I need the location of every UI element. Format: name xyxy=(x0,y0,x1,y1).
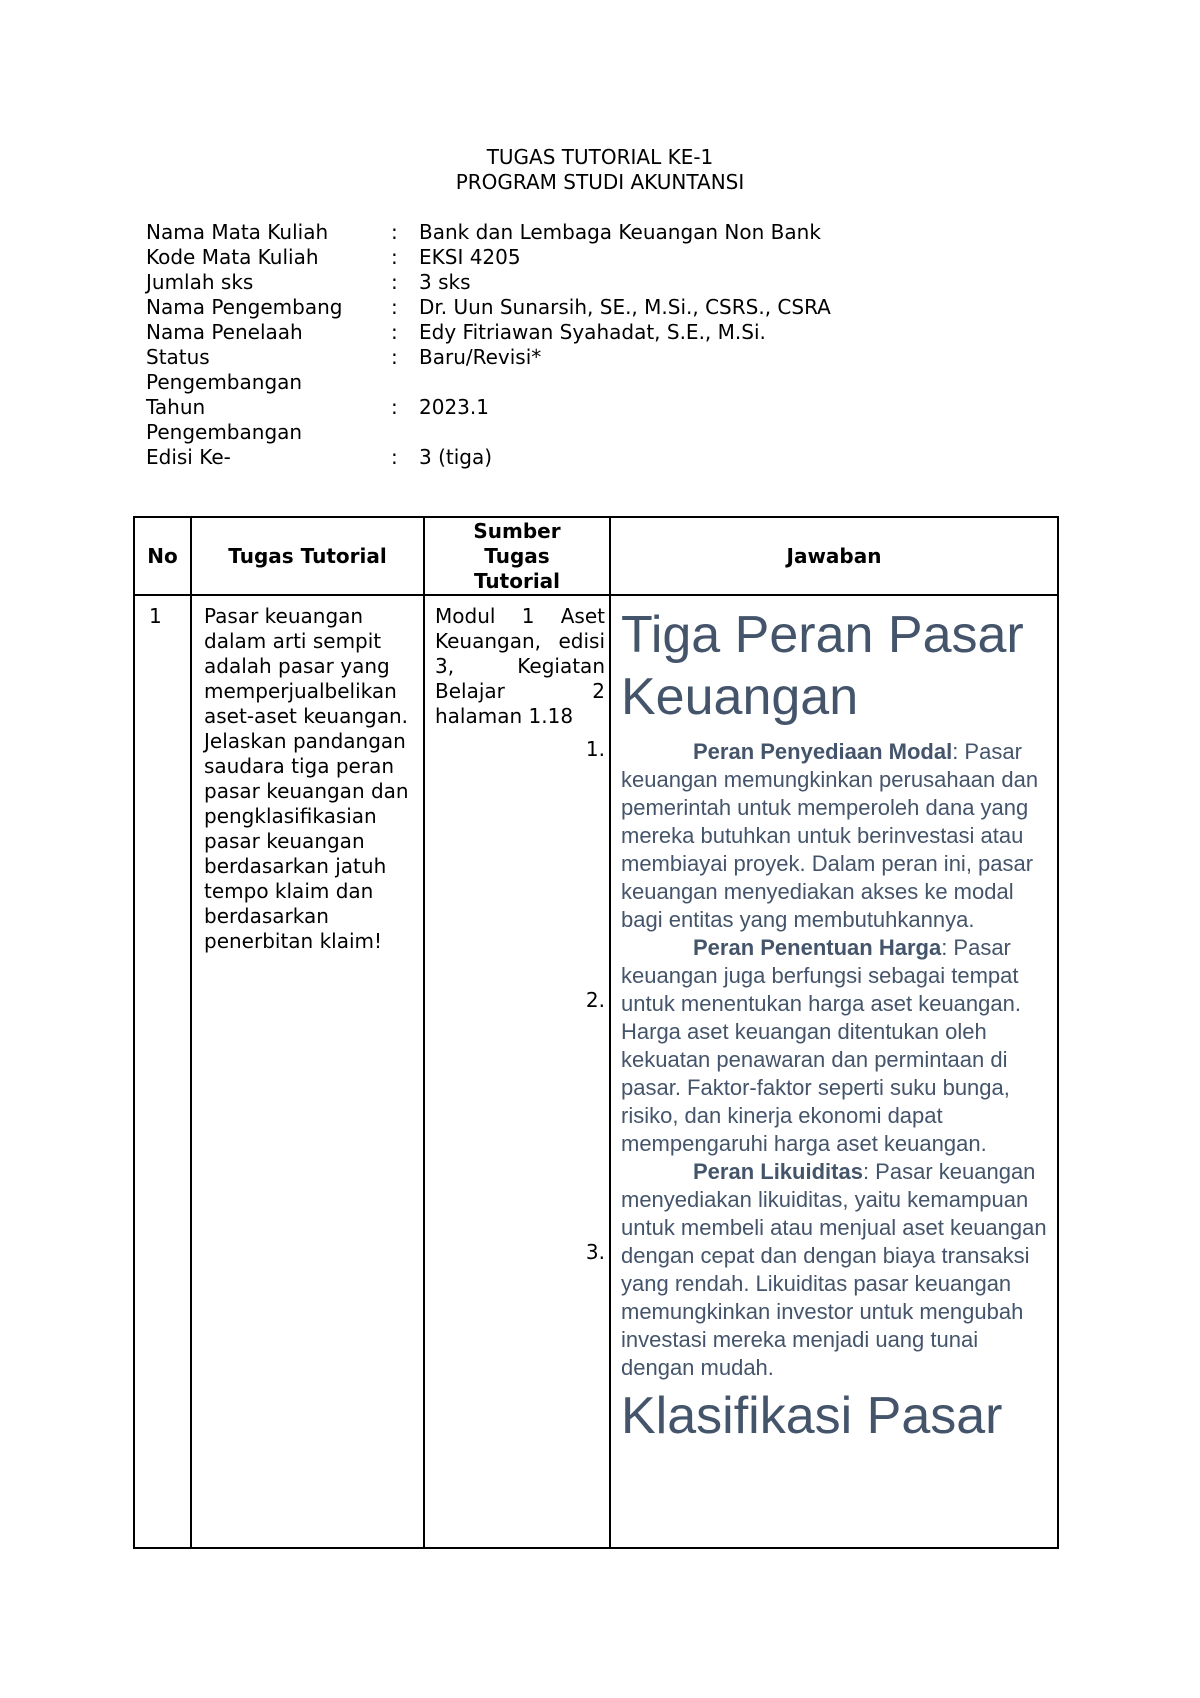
answer-item xyxy=(621,738,1049,934)
info-colon: : xyxy=(391,395,398,419)
answer-item-lead: Peran Penyediaan Modal xyxy=(693,739,953,764)
sumber-text: Modul 1 Aset Keuangan, edisi 3, Kegiatan Belajar 2 halaman 1.18 xyxy=(435,604,605,728)
info-label xyxy=(146,345,391,395)
doc-title: TUGAS TUTORIAL KE-1 xyxy=(486,145,714,169)
answer-item-text: : Pasar keuangan menyediakan likuiditas, yaitu kemampuan untuk membeli atau menjual aset keuangan dengan cepat dan dengan biaya transaksi yang rendah. Likuiditas pasar keuangan memungkinkan investor untuk mengubah investasi mereka menjadi uang tunai dengan mudah. xyxy=(621,1159,1047,1380)
info-colon: : xyxy=(391,220,398,244)
info-label: Kode Mata Kuliah xyxy=(146,245,319,269)
info-label: Nama Penelaah xyxy=(146,320,303,344)
info-value: Dr. Uun Sunarsih, SE., M.Si., CSRS., CSRA xyxy=(419,295,831,319)
answer-heading: Klasifikasi Pasar xyxy=(621,1387,1003,1445)
answer-item xyxy=(621,1158,1049,1382)
info-value: 3 (tiga) xyxy=(419,445,493,469)
header-sumber xyxy=(424,517,610,595)
list-number: 3. xyxy=(585,1240,605,1264)
cell-sumber xyxy=(424,595,610,1548)
info-label xyxy=(146,395,391,445)
info-value: Edy Fitriawan Syahadat, S.E., M.Si. xyxy=(419,320,766,344)
info-row xyxy=(146,445,831,470)
cell-tugas: Pasar keuangan dalam arti sempit adalah pasar yang memperjualbelikan aset-aset keuangan. Jelaskan pandangan saudara tiga peran pasar keuangan dan pengklasifikasian pasar keuangan berdasarkan jatuh tempo klaim dan berdasarkan penerbitan klaim! xyxy=(191,595,424,1548)
info-colon: : xyxy=(391,295,398,319)
header-sumber-line: Tutorial xyxy=(473,568,561,593)
info-row xyxy=(146,320,831,345)
info-value: Baru/Revisi* xyxy=(419,345,542,369)
answer-item-lead: Peran Likuiditas xyxy=(693,1159,863,1184)
info-row xyxy=(146,295,831,320)
header-no: No xyxy=(134,517,191,595)
info-row xyxy=(146,245,831,270)
answer-heading: Tiga Peran Pasar Keuangan xyxy=(621,606,1024,726)
info-colon: : xyxy=(391,270,398,294)
header-sumber-line: Sumber xyxy=(473,518,561,543)
info-label-line: Tahun xyxy=(146,395,206,419)
cell-no: 1 xyxy=(134,595,191,1548)
list-number: 1. xyxy=(585,737,605,761)
info-row xyxy=(146,220,831,245)
header-sumber-line: Tugas xyxy=(484,543,550,568)
course-info xyxy=(146,220,831,470)
table-header-row xyxy=(134,517,1058,595)
info-label: Nama Pengembang xyxy=(146,295,343,319)
answer-item xyxy=(621,934,1049,1158)
info-label: Edisi Ke- xyxy=(146,445,231,469)
answer-item-text: : Pasar keuangan juga berfungsi sebagai tempat untuk menentukan harga aset keuangan. Harga aset keuangan ditentukan oleh kekuatan penawaran dan permintaan di pasar. Faktor-faktor seperti suku bunga, risiko, dan kinerja ekonomi dapat mempengaruhi harga aset keuangan. xyxy=(621,935,1021,1156)
info-label-line: Status xyxy=(146,345,210,369)
info-label-line: Pengembangan xyxy=(146,370,303,394)
answer-item-lead: Peran Penentuan Harga xyxy=(693,935,942,960)
tutorial-table xyxy=(133,516,1059,1549)
info-label: Nama Mata Kuliah xyxy=(146,220,329,244)
info-colon: : xyxy=(391,245,398,269)
answer-item-text: : Pasar keuangan memungkinkan perusahaan dan pemerintah untuk memperoleh dana yang mereka butuhkan untuk berinvestasi atau membiayai proyek. Dalam peran ini, pasar keuangan menyediakan akses ke modal bagi entitas yang membutuhkannya. xyxy=(621,739,1039,932)
info-value: EKSI 4205 xyxy=(419,245,521,269)
info-label: Jumlah sks xyxy=(146,270,254,294)
info-row xyxy=(146,345,831,395)
table-row xyxy=(134,595,1058,1548)
info-row xyxy=(146,270,831,295)
info-colon: : xyxy=(391,445,398,469)
header-jawaban: Jawaban xyxy=(610,517,1058,595)
info-row xyxy=(146,395,831,445)
list-number: 2. xyxy=(585,988,605,1012)
info-value: 3 sks xyxy=(419,270,471,294)
info-colon: : xyxy=(391,345,398,369)
cell-jawaban xyxy=(610,595,1058,1548)
header-tugas: Tugas Tutorial xyxy=(191,517,424,595)
info-value: Bank dan Lembaga Keuangan Non Bank xyxy=(419,220,821,244)
doc-subtitle: PROGRAM STUDI AKUNTANSI xyxy=(455,170,745,194)
info-label-line: Pengembangan xyxy=(146,420,303,444)
info-value: 2023.1 xyxy=(419,395,489,419)
info-colon: : xyxy=(391,320,398,344)
